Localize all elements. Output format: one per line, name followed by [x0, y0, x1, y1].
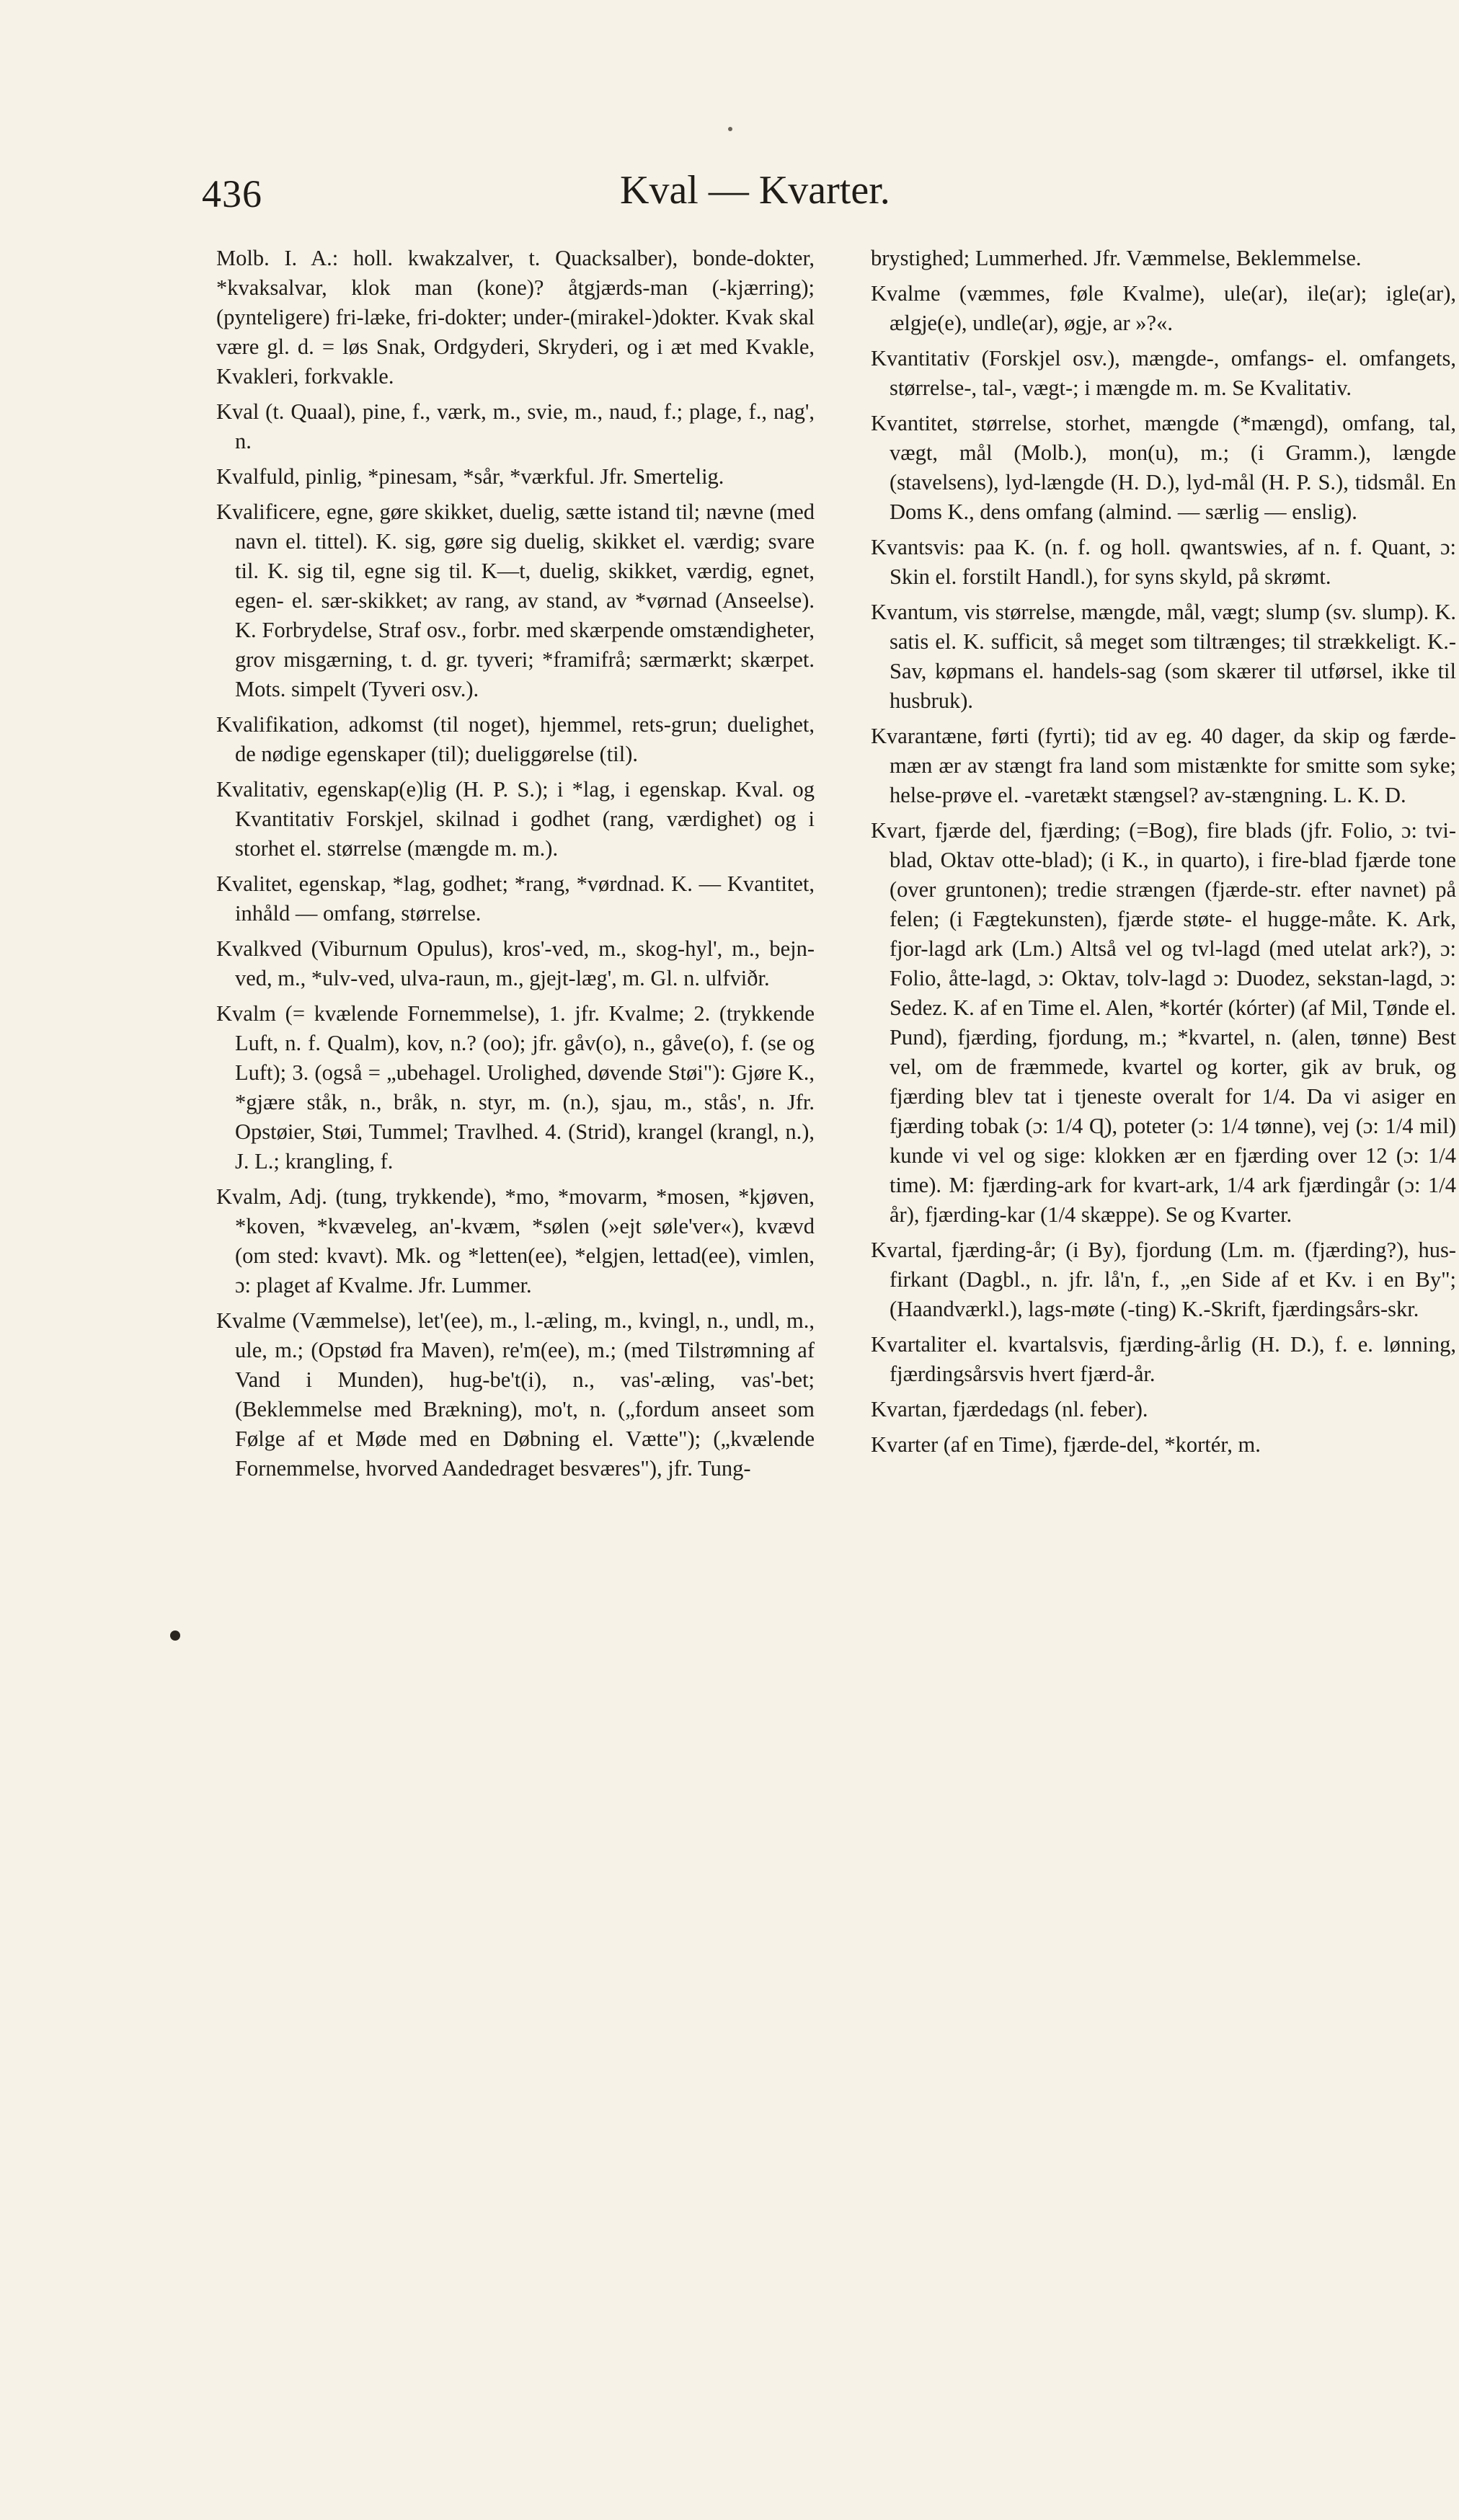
entry-kvart: Kvart, fjærde del, fjærding; (=Bog), fire blads (jfr. Folio, ɔ: tvi-blad, Oktav otte-blad); (i K., in quarto), i fire-blad fjærde tone (over gruntonen); tredie strængen (fjærde-str. efter navnet) på felen; (i Fægtekunsten), fjærde støte- el hugge-måte. K. Ark, fjor-lagd ark (Lm.) Altså vel og tvl-lagd (med utelat ark?), ɔ: Folio, åtte-lagd, ɔ: Oktav, tolv-lagd ɔ: Duodez, sekstan-lagd, ɔ: Sedez. K. af en Time el. Alen, *kortér (kórter) (af Mil, Tønde el. Pund), fjærding, fjordung, m.; *kvartel, n. (alen, tønne) Best vel, om de fræmmede, kvartel og korter, gik av bruk, og fjærding blev tat i tjeneste overalt for 1/4. Da vi asiger en fjærding tobak (ɔ: 1/4 Ɋ), poteter (ɔ: 1/4 tønne), vej (ɔ: 1/4 mil) kunde vi vel og sige: klokken ær en fjærding over 12 (ɔ: 1/4 time). M: fjærding-ark for kvart-ark, 1/4 ark fjærdingår (ɔ: 1/4 år), fjærding-kar (1/4 skæppe). Se og Kvarter.: [871, 818, 1456, 1227]
running-head: Kval — Kvarter.: [620, 168, 890, 213]
right-column: [871, 244, 1456, 2449]
entry-kvalificere: Kvalificere, egne, gøre skikket, duelig, sætte istand til; nævne (med navn el. tittel). K. sig, gøre sig duelig, skikket el. værdig; svare til. K. sig til, egne sig til. K—t, duelig, skikket, værdig, egnet, egen- el. sær-skikket; av rang, av stand, av *vørnad (Anseelse). K. Forbrydelse, Straf osv., forbr. med skærpende omstændigheter, grov misgærning, t. d. gr. tyveri; *framifrå; særmærkt; skærpet. Mots. simpelt (Tyveri osv.).: [216, 500, 815, 701]
left-column: [216, 244, 815, 2449]
page-number: 436: [202, 172, 262, 216]
entry-continuation-kvaksalver: Molb. I. A.: holl. kwakzalver, t. Quacksalber), bonde-dokter, *kvaksalvar, klok man (kone)? åtgjærds-man (-kjærring); (pynteligere) fri-læke, fri-dokter; under-(mirakel-)dokter. Kvak skal være gl. d. = løs Snak, Ordgyderi, Skryderi, og i æt med Kvakle, Kvakleri, forkvakle.: [216, 246, 815, 389]
entry-kvartal: Kvartal, fjærding-år; (i By), fjordung (Lm. m. (fjærding?), hus-firkant (Dagbl., n. jfr. lå'n, f., „en Side af et Kv. i en By"; (Haandværkl.), lags-møte (-ting) K.-Skrift, fjærdingsårs-skr.: [871, 1238, 1456, 1321]
entry-kvantitet: Kvantitet, størrelse, storhet, mængde (*mængd), omfang, tal, vægt, mål (Molb.), mon(u), m.; (i Gramm.), længde (stavelsens), lyd-længde (H. D.), lyd-mål (H. P. S.), tidsmål. En Doms K., dens omfang (almind. — særlig — enslig).: [871, 411, 1456, 524]
entry-kvalitativ: Kvalitativ, egenskap(e)lig (H. P. S.); i *lag, i egenskap. Kval. og Kvantitativ Forskjel, skilnad i godhet (rang, værdighet) og i storhet el. størrelse (mængde m. m.).: [216, 777, 815, 861]
entry-kvalitet: Kvalitet, egenskap, *lag, godhet; *rang, *vørdnad. K. — Kvantitet, inhåld — omfang, størrelse.: [216, 871, 815, 926]
ink-dot-mark: [170, 1631, 180, 1641]
entry-kvarantaene: Kvarantæne, førti (fyrti); tid av eg. 40 dager, da skip og færde-mæn ær av stængt fra land som mistænkte for smitte som syke; helse-prøve el. -varetækt stængsel? av-stængning. L. K. D.: [871, 724, 1456, 807]
entry-continuation-tungbrystighed: brystighed; Lummerhed. Jfr. Væmmelse, Beklemmelse.: [871, 246, 1362, 270]
entry-kvartan: Kvartan, fjærdedags (nl. feber).: [871, 1397, 1148, 1421]
entry-kvalm-adj: Kvalm, Adj. (tung, trykkende), *mo, *movarm, *mosen, *kjøven, *koven, *kvæveleg, an'-kvæm, *sølen (»ejt søle'ver«), kvævd (om sted: kvavt). Mk. og *letten(ee), *elgjen, lettad(ee), vimlen, ɔ: plaget af Kvalme. Jfr. Lummer.: [216, 1184, 815, 1297]
entry-kvantsvis: Kvantsvis: paa K. (n. f. og holl. qwantswies, af n. f. Quant, ɔ: Skin el. forstilt Handl.), for syns skyld, på skrømt.: [871, 535, 1456, 589]
entry-kvantitativ: Kvantitativ (Forskjel osv.), mængde-, omfangs- el. omfangets, størrelse-, tal-, vægt-; i mængde m. m. Se Kvalitativ.: [871, 346, 1456, 400]
entry-kvalkved: Kvalkved (Viburnum Opulus), kros'-ved, m., skog-hyl', m., bejn-ved, m., *ulv-ved, ulva-raun, m., gjejt-læg', m. Gl. n. ulfviðr.: [216, 936, 815, 990]
entry-kvalme-verb: Kvalme (væmmes, føle Kvalme), ule(ar), ile(ar); igle(ar), ælgje(e), undle(ar), øgje, ar »?«.: [871, 281, 1456, 335]
entry-kvalifikation: Kvalifikation, adkomst (til noget), hjemmel, rets-grun; duelighet, de nødige egenskaper (til); dueliggørelse (til).: [216, 712, 815, 766]
entry-kvalm-noun: Kvalm (= kvælende Fornemmelse), 1. jfr. Kvalme; 2. (trykkende Luft, n. f. Qualm), kov, n.? (oo); jfr. gåv(o), n., gåve(o), f. (se og Luft); 3. (også = „ubehagel. Urolighed, døvende Støi"): Gjøre K., *gjære ståk, n., bråk, n. styr, m. (n.), sjau, m., stås', n. Jfr. Opstøier, Støi, Tummel; Travlhed. 4. (Strid), krangel (krangl, n.), J. L.; krangling, f.: [216, 1001, 815, 1174]
paper-speck: [728, 127, 732, 131]
entry-kvartaliter: Kvartaliter el. kvartalsvis, fjærding-årlig (H. D.), f. e. lønning, fjærdingsårsvis hvert fjærd-år.: [871, 1332, 1456, 1386]
entry-kvalfuld: Kvalfuld, pinlig, *pinesam, *sår, *værkful. Jfr. Smertelig.: [216, 464, 724, 489]
entry-kvantum: Kvantum, vis størrelse, mængde, mål, vægt; slump (sv. slump). K. satis el. K. sufficit, så meget som tiltrænges; til strækkeligt. K.-Sav, køpmans el. handels-sag (som skærer til utførsel, ikke til husbruk).: [871, 600, 1456, 713]
entry-kval: Kval (t. Quaal), pine, f., værk, m., svie, m., naud, f.; plage, f., nag', n.: [216, 399, 815, 453]
entry-kvalme-noun: Kvalme (Væmmelse), let'(ee), m., l.-æling, m., kvingl, n., undl, m., ule, m.; (Opstød fra Maven), re'm(ee), m.; (med Tilstrømning af Vand i Munden), hug-be't(i), n., vas'-æling, vas'-bet; (Beklemmelse med Brækning), mo't, n. („fordum anseet som Følge af et Møde med en Døbning el. Vætte"); („kvælende Fornemmelse, hvorved Aandedraget besværes"), jfr. Tung-: [216, 1308, 815, 1481]
entry-kvarter: Kvarter (af en Time), fjærde-del, *kortér, m.: [871, 1432, 1261, 1457]
